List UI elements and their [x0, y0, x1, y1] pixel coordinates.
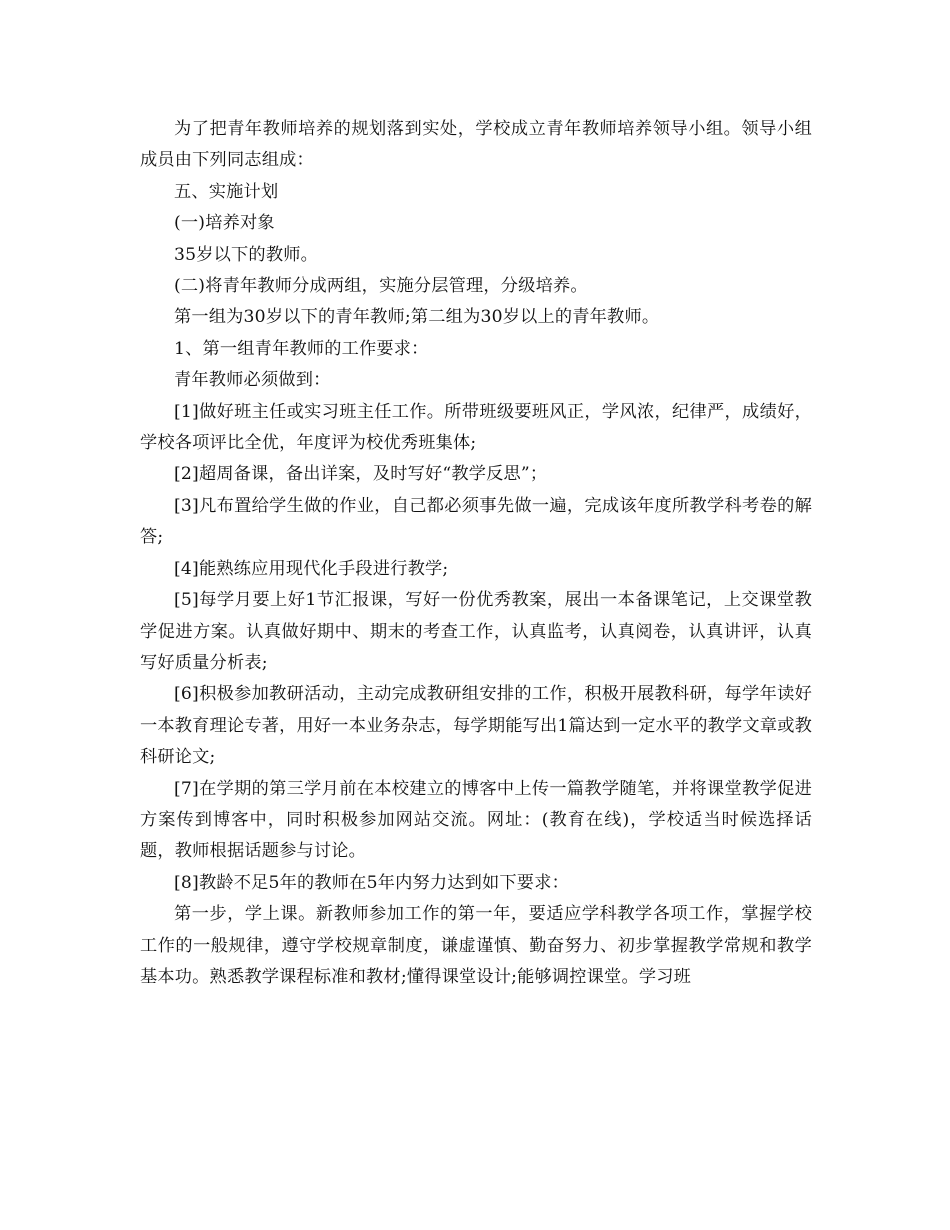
paragraph-target-age: 35岁以下的教师。 [174, 244, 318, 265]
subheading-training-target: (一)培养对象 [174, 213, 275, 234]
list-item-1: [1]做好班主任或实习班主任工作。所带班级要班风正，学风浓，纪律严，成绩好，学校各项评比全优，年度评为校优秀班集体; [140, 401, 812, 454]
heading-group-one-requirements: 1、第一组青年教师的工作要求： [174, 338, 429, 359]
subheading-two-groups: (二)将青年教师分成两组，实施分层管理，分级培养。 [174, 276, 588, 297]
paragraph-must-do: 青年教师必须做到： [174, 370, 331, 391]
list-item-6: [6]积极参加教研活动，主动完成教研组安排的工作，积极开展教科研，每学年读好一本教育理论专著，用好一本业务杂志，每学期能写出1篇达到一定水平的教学文章或教科研论文; [140, 684, 812, 768]
paragraph-step-one: 第一步，学上课。新教师参加工作的第一年，要适应学科教学各项工作，掌握学校工作的一般规律，遵守学校规章制度，谦虚谨慎、勤奋努力、初步掌握教学常规和教学基本功。熟悉教学课程标准和教材;懂得课堂设计;能够调控课堂。学习班 [140, 904, 812, 987]
list-item-7: [7]在学期的第三学月前在本校建立的博客中上传一篇教学随笔，并将课堂教学促进方案传到博客中，同时积极参加网站交流。网址：(教育在线)，学校适当时候选择话题，教师根据话题参与讨论。 [140, 778, 812, 862]
list-item-8: [8]教龄不足5年的教师在5年内努力达到如下要求： [174, 872, 569, 893]
document-body [140, 114, 812, 993]
paragraph-group-definition: 第一组为30岁以下的青年教师;第二组为30岁以上的青年教师。 [174, 307, 660, 328]
heading-implementation-plan: 五、实施计划 [174, 181, 279, 202]
list-item-3: [3]凡布置给学生做的作业，自己都必须事先做一遍，完成该年度所教学科考卷的解答; [140, 495, 812, 548]
list-item-5: [5]每学月要上好1节汇报课，写好一份优秀教案，展出一本备课笔记，上交课堂教学促进方案。认真做好期中、期末的考查工作，认真监考，认真阅卷，认真讲评，认真写好质量分析表; [140, 590, 812, 673]
paragraph-intro: 为了把青年教师培养的规划落到实处，学校成立青年教师培养领导小组。领导小组成员由下列同志组成： [140, 119, 812, 171]
list-item-2: [2]超周备课，备出详案，及时写好“教学反思”； [174, 464, 548, 485]
list-item-4: [4]能熟练应用现代化手段进行教学; [174, 558, 449, 579]
